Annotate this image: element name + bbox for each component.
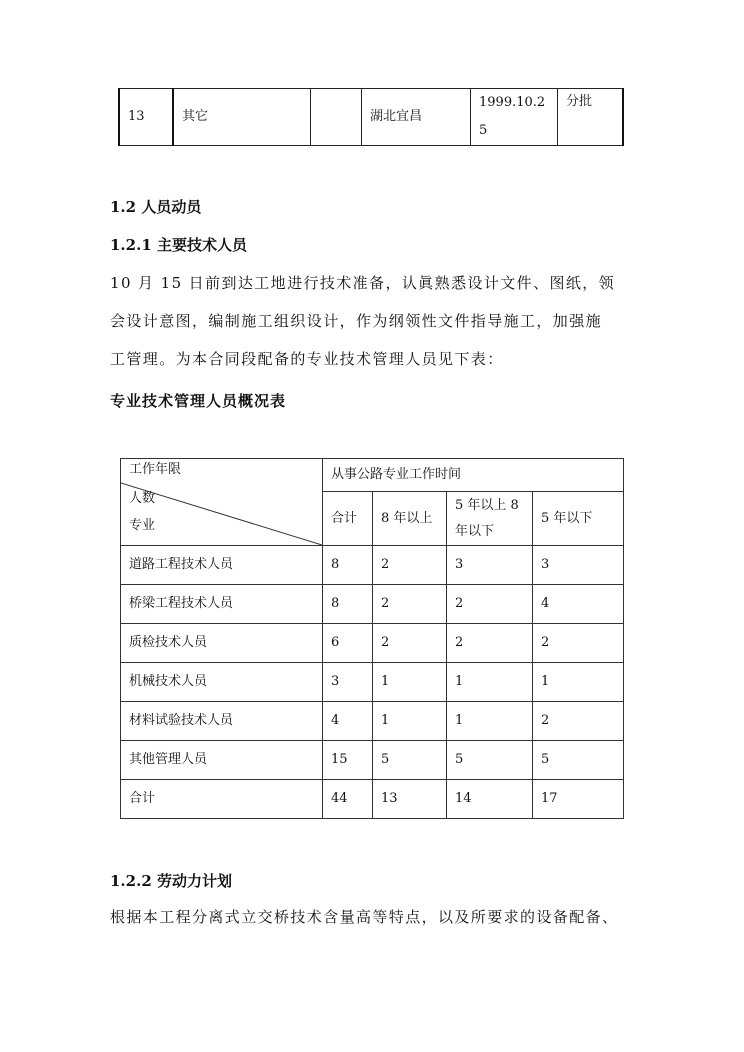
table-row: [121, 741, 624, 780]
cell: 3: [533, 546, 624, 585]
corner-middle: 人数: [129, 491, 156, 506]
cell: 桥梁工程技术人员: [121, 585, 323, 624]
cell: 15: [323, 741, 373, 780]
cell: 5: [447, 741, 533, 780]
cell: 6: [323, 624, 373, 663]
cell: 1: [373, 702, 447, 741]
equipment-table-fragment: [118, 88, 624, 146]
corner-bottom: 专业: [129, 518, 156, 533]
section-heading: 1.2.2 劳动力计划: [110, 872, 232, 890]
group-header: 从事公路专业工作时间: [323, 459, 624, 492]
cell: [311, 89, 362, 146]
cell: 3: [323, 663, 373, 702]
staff-table: [120, 458, 624, 819]
table-row: [121, 702, 624, 741]
table-title: 专业技术管理人员概况表: [110, 392, 287, 410]
cell: 44: [323, 780, 373, 819]
cell: 2: [533, 624, 624, 663]
cell: 1: [447, 663, 533, 702]
table-row: [121, 663, 624, 702]
cell: 其它: [173, 89, 311, 146]
table-row: [121, 585, 624, 624]
text-line: 会设计意图，编制施工组织设计，作为纲领性文件指导施工，加强施: [110, 312, 603, 330]
cell: 材料试验技术人员: [121, 702, 323, 741]
cell: 合计: [121, 780, 323, 819]
cell: 2: [373, 585, 447, 624]
cell: 14: [447, 780, 533, 819]
corner-cell: [121, 459, 323, 546]
paragraph: [110, 264, 615, 378]
section-heading: 1.2 人员动员: [110, 198, 202, 216]
cell: 2: [373, 546, 447, 585]
cell: 质检技术人员: [121, 624, 323, 663]
section-heading: 1.2.1 主要技术人员: [110, 236, 247, 254]
cell: 2: [447, 585, 533, 624]
cell: 2: [533, 702, 624, 741]
cell: 8: [323, 546, 373, 585]
cell: 机械技术人员: [121, 663, 323, 702]
table-row: [121, 624, 624, 663]
text-line: 工管理。为本合同段配备的专业技术管理人员见下表：: [110, 350, 504, 368]
cell: 5: [373, 741, 447, 780]
table-row: [121, 780, 624, 819]
cell: 13: [373, 780, 447, 819]
cell: 5: [533, 741, 624, 780]
cell: 17: [533, 780, 624, 819]
cell: 4: [533, 585, 624, 624]
cell: 2: [447, 624, 533, 663]
cell: 4: [323, 702, 373, 741]
column-header: 5 年以下: [533, 492, 624, 546]
cell: 1: [533, 663, 624, 702]
cell: 13: [119, 89, 173, 146]
paragraph: 根据本工程分离式立交桥技术含量高等特点，以及所要求的设备配备、: [110, 908, 619, 926]
table-row: [119, 89, 623, 146]
cell: 分批: [558, 89, 624, 146]
column-header: 8 年以上: [373, 492, 447, 546]
cell: 2: [373, 624, 447, 663]
column-header: 合计: [323, 492, 373, 546]
cell: 1: [373, 663, 447, 702]
cell: 3: [447, 546, 533, 585]
cell: 道路工程技术人员: [121, 546, 323, 585]
table-row: [121, 546, 624, 585]
cell: 1999.10.2 5: [471, 89, 558, 146]
cell: 1: [447, 702, 533, 741]
text-line: 10 月 15 日前到达工地进行技术准备，认眞熟悉设计文件、图纸，领: [110, 274, 616, 292]
column-header: 5 年以上 8 年以下: [447, 492, 533, 546]
cell: 其他管理人员: [121, 741, 323, 780]
cell: 湖北宜昌: [362, 89, 471, 146]
cell: 8: [323, 585, 373, 624]
corner-top: 工作年限: [129, 462, 182, 477]
